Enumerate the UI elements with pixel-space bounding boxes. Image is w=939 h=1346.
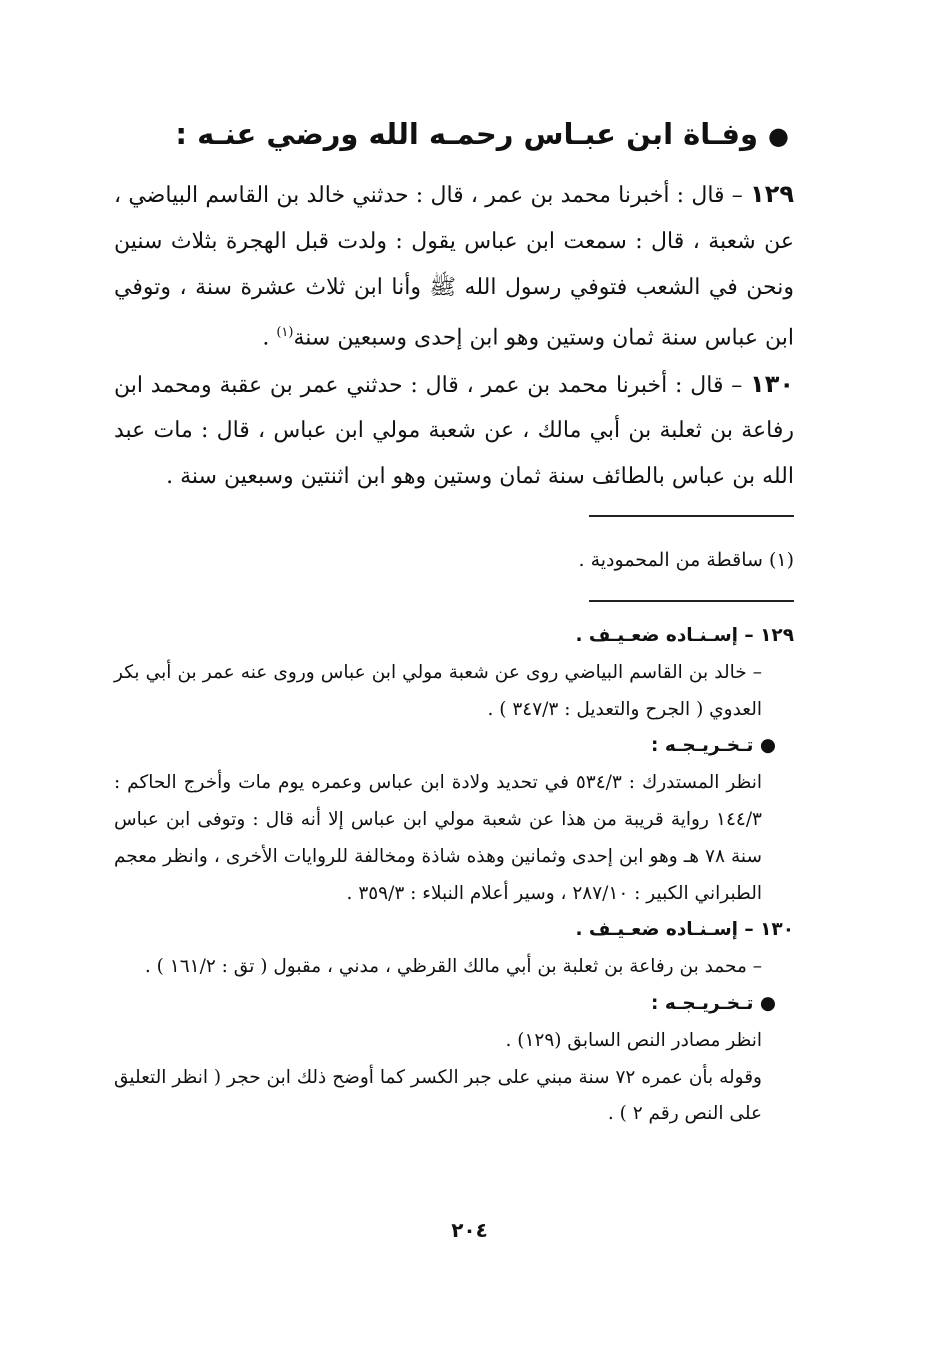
paragraph-number: ١٢٩ — [750, 180, 794, 208]
paragraph-number: ١٣٠ — [750, 369, 794, 398]
main-text — [114, 172, 794, 500]
note-130-narrator: – محمد بن رفاعة بن ثعلبة بن أبي مالك القرظي ، مدني ، مقبول ( تق : ١٦١/٢ ) . — [144, 956, 762, 978]
section-title-text: وفـاة ابن عبـاس رحمـه الله ورضي عنـه : — [175, 117, 759, 151]
paragraph-body: – قال : أخبرنا محمد بن عمر ، قال : حدثني خالد بن القاسم البياضي ، عن شعبة ، قال : سمعت ابن عباس يقول : ولدت قبل الهجرة بثلاث سنين ونحن في الشعب فتوفي رسول الله ﷺ وأنا ابن ثلاث عشرة سنة ، وتوفي ابن عباس سنة ثمان وستين وهو ابن إحدى وسبعين سنة — [114, 183, 794, 351]
bullet-icon: ● — [768, 122, 789, 150]
notes-divider — [589, 600, 794, 602]
page-number: ٢٠٤ — [451, 1218, 488, 1242]
paragraph-129 — [114, 172, 794, 362]
paragraph-body: – قال : أخبرنا محمد بن عمر ، قال : حدثني عمر بن عقبة ومحمد ابن رفاعة بن ثعلبة بن أبي مالك ، عن شعبة مولي ابن عباس ، قال : مات عبد الله بن عباس بالطائف سنة ثمان وستين وهو ابن اثنتين وسبعين سنة . — [114, 372, 794, 490]
footnote: (١) ساقطة من المحمودية . — [578, 549, 794, 571]
footnote-divider — [589, 515, 794, 517]
note-130-takhrij-heading: ● تـخـريـجـه : — [650, 992, 776, 1014]
footnote-ref: (١) — [276, 325, 294, 341]
note-130-takhrij-1: انظر مصادر النص السابق (١٢٩) . — [505, 1029, 762, 1051]
section-title — [109, 112, 789, 158]
note-129-takhrij-heading: ● تـخـريـجـه : — [650, 735, 776, 757]
note-129-takhrij: انظر المستدرك : ٥٣٤/٣ في تحديد ولادة ابن عباس وعمره يوم مات وأخرج الحاكم : ١٤٤/٣ رواية قريبة من هذا عن شعبة مولي ابن عباس إلا أنه قال : وتوفى ابن عباس سنة ٧٨ هـ وهو ابن إحدى وثمانين وهذه شاذة ومخالفة للروايات الأخرى ، وانظر معجم الطبراني الكبير : ٢٨٧/١٠ ، وسير أعلام النبلاء : ٣٥٩/٣ . — [114, 772, 763, 904]
note-130-heading: ١٣٠ – إسـنـاده ضعـيـف . — [575, 919, 794, 941]
note-130-takhrij-2: وقوله بأن عمره ٧٢ سنة مبني على جبر الكسر كما أوضح ذلك ابن حجر ( انظر التعليق على النص رقم ٢ ) . — [114, 1066, 762, 1125]
editor-notes — [114, 618, 794, 1133]
paragraph-130 — [114, 362, 794, 500]
note-129-heading: ١٢٩ – إسـنـاده ضعـيـف . — [575, 625, 794, 646]
note-129-narrator: – خالد بن القاسم البياضي روى عن شعبة مولي ابن عباس وروى عنه عمر بن أبي بكر العدوي ( الجرح والتعديل : ٣٤٧/٣ ) . — [114, 661, 762, 720]
paragraph-end: . — [262, 325, 277, 351]
